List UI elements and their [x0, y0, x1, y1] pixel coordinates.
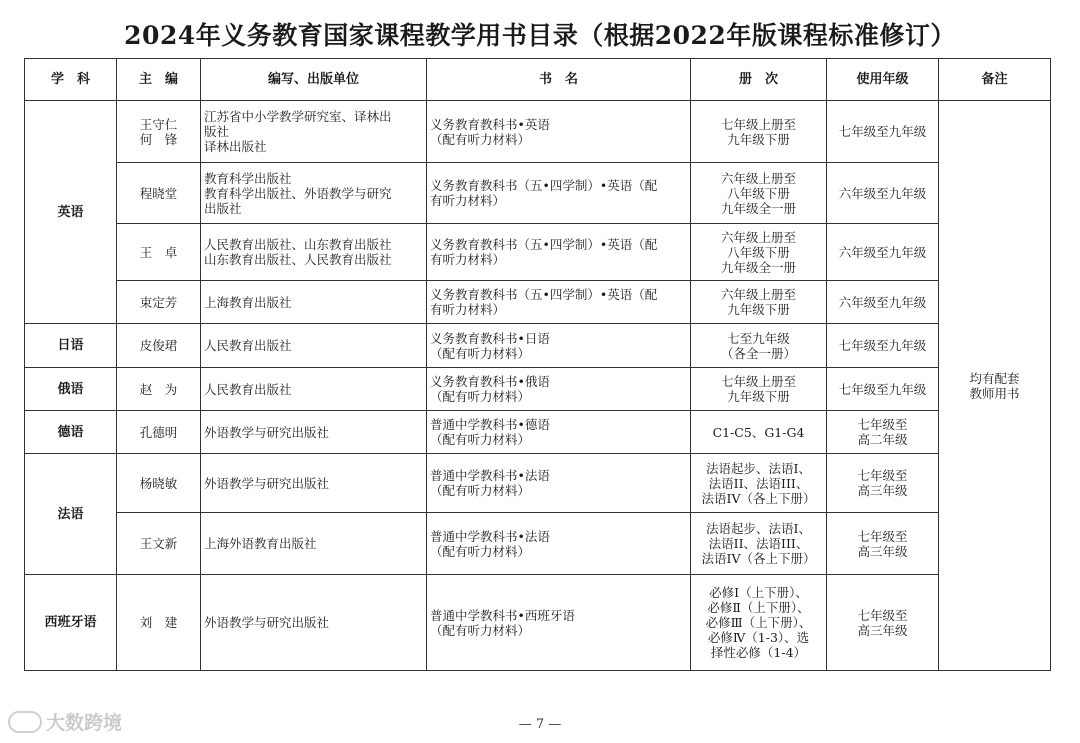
book-cell	[427, 368, 691, 411]
cell-line: 外语教学与研究出版社	[204, 424, 330, 440]
subject-spanish: 西班牙语	[25, 575, 117, 671]
cell-line: 七年级上册至	[720, 116, 796, 132]
page-title: 2024年义务教育国家课程教学用书目录（根据2022年版课程标准修订）	[124, 21, 956, 50]
page-number: — 7 —	[518, 717, 562, 732]
header-volume: 册 次	[691, 59, 827, 101]
cell-line: 译林出版社	[204, 139, 267, 154]
editor-cell	[117, 513, 201, 575]
book-cell	[427, 513, 691, 575]
cell-line: 普通中学教科书•西班牙语	[430, 607, 575, 623]
editor-cell	[117, 163, 201, 224]
publisher-cell	[201, 454, 427, 513]
cell-line: 八年级下册	[727, 244, 790, 260]
cell-line: 孔德明	[139, 424, 178, 440]
subject-german: 德语	[25, 411, 117, 454]
publisher-cell	[201, 411, 427, 454]
editor-cell	[117, 224, 201, 281]
cell-line: 九年级全一册	[720, 200, 796, 216]
table-row	[25, 281, 1051, 324]
cell-line: 义务教育教科书（五•四学制）•英语（配	[430, 237, 658, 252]
cell-line: 山东教育出版社、人民教育出版社	[204, 252, 392, 267]
cell-line: 义务教育教科书•日语	[430, 330, 550, 346]
cell-line: 皮俊珺	[139, 338, 178, 353]
cell-line: 高三年级	[857, 483, 908, 498]
cell-line: 必修Ⅲ（上下册）、	[705, 615, 812, 630]
table-row	[25, 368, 1051, 411]
volume-cell	[691, 224, 827, 281]
cell-line: 义务教育教科书•英语	[430, 116, 550, 132]
cell-line: 六年级上册至	[720, 170, 796, 186]
cell-line: 赵 为	[139, 381, 178, 397]
cell-line: （各全一册）	[720, 345, 796, 361]
table-row	[25, 513, 1051, 575]
cell-line: 束定芳	[139, 294, 178, 310]
cell-line: 七年级至	[857, 528, 908, 544]
cell-line: 普通中学教科书•法语	[430, 468, 550, 483]
grade-cell	[827, 324, 939, 368]
cell-line: 七年级至	[857, 607, 908, 623]
subject-french: 法语	[25, 454, 117, 575]
header-notes: 备注	[939, 59, 1051, 101]
header-publisher: 编写、出版单位	[201, 59, 427, 101]
table-row	[25, 224, 1051, 281]
table-row	[25, 324, 1051, 368]
cell-line: 程晓堂	[139, 185, 178, 201]
editor-cell	[117, 454, 201, 513]
cell-line: 普通中学教科书•德语	[430, 417, 550, 432]
cell-line: 法语起步、法语I、	[706, 521, 811, 536]
volume-cell	[691, 368, 827, 411]
table-row	[25, 101, 1051, 163]
watermark-text: 大数跨境	[46, 712, 123, 734]
header-grade: 使用年级	[827, 59, 939, 101]
cell-line: 普通中学教科书•法语	[430, 528, 550, 544]
book-cell	[427, 454, 691, 513]
table-row	[25, 454, 1051, 513]
volume-cell	[691, 411, 827, 454]
cell-line: 何 锋	[139, 131, 178, 147]
grade-cell	[827, 513, 939, 575]
cell-line: 人民教育出版社	[204, 338, 292, 353]
grade-cell	[827, 454, 939, 513]
cell-line: 九年级下册	[727, 389, 790, 404]
grade-cell	[827, 411, 939, 454]
cell-line: 有听力材料）	[430, 302, 506, 317]
volume-cell	[691, 324, 827, 368]
cell-line: （配有听力材料）	[430, 432, 531, 447]
cell-line: 人民教育出版社、山东教育出版社	[204, 237, 392, 252]
cell-line: 六年级至九年级	[838, 185, 927, 201]
cell-line: 九年级下册	[727, 302, 790, 317]
table-row	[25, 411, 1051, 454]
cell-line: 外语教学与研究出版社	[204, 615, 330, 630]
cell-line: （配有听力材料）	[430, 543, 531, 559]
cell-line: 九年级全一册	[720, 259, 796, 275]
editor-cell	[117, 101, 201, 163]
cell-line: 义务教育教科书（五•四学制）•英语（配	[430, 287, 658, 302]
cell-line: 六年级至九年级	[838, 294, 927, 310]
publisher-cell	[201, 101, 427, 163]
cell-line: 有听力材料）	[430, 193, 506, 208]
cell-line: 王文新	[139, 536, 178, 551]
volume-cell	[691, 575, 827, 671]
cell-line: 法语II、法语III、	[708, 536, 809, 551]
volume-cell	[691, 101, 827, 163]
cell-line: 有听力材料）	[430, 252, 506, 267]
cell-line: 必修Ⅱ（上下册）、	[707, 600, 810, 615]
cell-line: （配有听力材料）	[430, 131, 531, 147]
cell-line: 高二年级	[857, 432, 908, 447]
book-cell	[427, 575, 691, 671]
cell-line: 教师用书	[969, 385, 1020, 401]
cell-line: 义务教育教科书（五•四学制）•英语（配	[430, 178, 658, 193]
table-row	[25, 575, 1051, 671]
subject-japanese: 日语	[25, 324, 117, 368]
catalog-table	[24, 58, 1051, 671]
header-subject: 学 科	[25, 59, 117, 101]
editor-cell	[117, 368, 201, 411]
notes-cell	[939, 101, 1051, 671]
publisher-cell	[201, 368, 427, 411]
cell-line: 六年级上册至	[720, 287, 796, 302]
cell-line: 九年级下册	[727, 131, 790, 147]
table-header-row	[25, 59, 1051, 101]
cell-line: 七年级至	[857, 468, 908, 483]
publisher-cell	[201, 575, 427, 671]
cell-line: 法语起步、法语I、	[706, 460, 811, 476]
cell-line: 七年级上册至	[720, 374, 796, 389]
cell-line: 八年级下册	[727, 185, 790, 201]
cell-line: 七年级至九年级	[838, 338, 927, 353]
cell-line: 六年级至九年级	[838, 244, 927, 260]
book-cell	[427, 324, 691, 368]
cell-line: 人民教育出版社	[204, 381, 292, 397]
volume-cell	[691, 454, 827, 513]
header-editor: 主 编	[117, 59, 201, 101]
cell-line: 六年级上册至	[720, 229, 796, 245]
cell-line: 出版社	[204, 200, 242, 216]
cell-line: 上海教育出版社	[204, 294, 292, 310]
grade-cell	[827, 101, 939, 163]
volume-cell	[691, 513, 827, 575]
cell-line: （配有听力材料）	[430, 622, 531, 638]
cell-line: （配有听力材料）	[430, 345, 531, 361]
cell-line: 刘 建	[139, 615, 178, 630]
editor-cell	[117, 575, 201, 671]
publisher-cell	[201, 324, 427, 368]
publisher-cell	[201, 513, 427, 575]
cell-line: 教育科学出版社、外语教学与研究	[204, 185, 392, 201]
cell-line: 高三年级	[857, 622, 908, 638]
cell-line: 教育科学出版社	[204, 170, 292, 186]
editor-cell	[117, 324, 201, 368]
grade-cell	[827, 163, 939, 224]
book-cell	[427, 224, 691, 281]
cell-line: 高三年级	[857, 543, 908, 559]
subject-english: 英语	[25, 101, 117, 324]
cell-line: 版社	[204, 124, 230, 139]
book-cell	[427, 163, 691, 224]
book-cell	[427, 411, 691, 454]
cell-line: （配有听力材料）	[430, 483, 531, 498]
publisher-cell	[201, 224, 427, 281]
volume-cell	[691, 281, 827, 324]
cell-line: 杨晓敏	[139, 475, 178, 491]
cell-line: 七年级至九年级	[838, 381, 927, 397]
cell-line: 王守仁	[139, 116, 178, 132]
cell-line: 法语II、法语III、	[708, 475, 809, 491]
cell-line: 王 卓	[139, 244, 178, 260]
cell-line: 义务教育教科书•俄语	[430, 374, 550, 389]
cell-line: 江苏省中小学教学研究室、译林出	[204, 109, 392, 124]
cell-line: 外语教学与研究出版社	[204, 475, 330, 491]
cell-line: 七年级至	[857, 417, 908, 432]
publisher-cell	[201, 281, 427, 324]
editor-cell	[117, 281, 201, 324]
grade-cell	[827, 281, 939, 324]
cell-line: 必修Ⅳ（1-3）、选	[707, 630, 810, 645]
grade-cell	[827, 368, 939, 411]
cell-line: 择性必修（1-4）	[710, 645, 807, 660]
cell-line: 法语IV（各上下册）	[701, 551, 816, 566]
grade-cell	[827, 575, 939, 671]
cell-line: 法语IV（各上下册）	[701, 490, 816, 506]
cell-line: 均有配套	[969, 370, 1020, 386]
cell-line: 上海外语教育出版社	[204, 536, 317, 551]
cell-line: （配有听力材料）	[430, 389, 531, 404]
subject-russian: 俄语	[25, 368, 117, 411]
cell-line: 七年级至九年级	[838, 124, 927, 139]
volume-cell	[691, 163, 827, 224]
cell-line: C1-C5、G1-G4	[712, 424, 805, 440]
cell-line: 必修Ⅰ（上下册）、	[709, 585, 808, 600]
header-book: 书 名	[427, 59, 691, 101]
editor-cell	[117, 411, 201, 454]
publisher-cell	[201, 163, 427, 224]
table-row	[25, 163, 1051, 224]
cell-line: 七至九年级	[727, 330, 790, 346]
book-cell	[427, 281, 691, 324]
book-cell	[427, 101, 691, 163]
grade-cell	[827, 224, 939, 281]
